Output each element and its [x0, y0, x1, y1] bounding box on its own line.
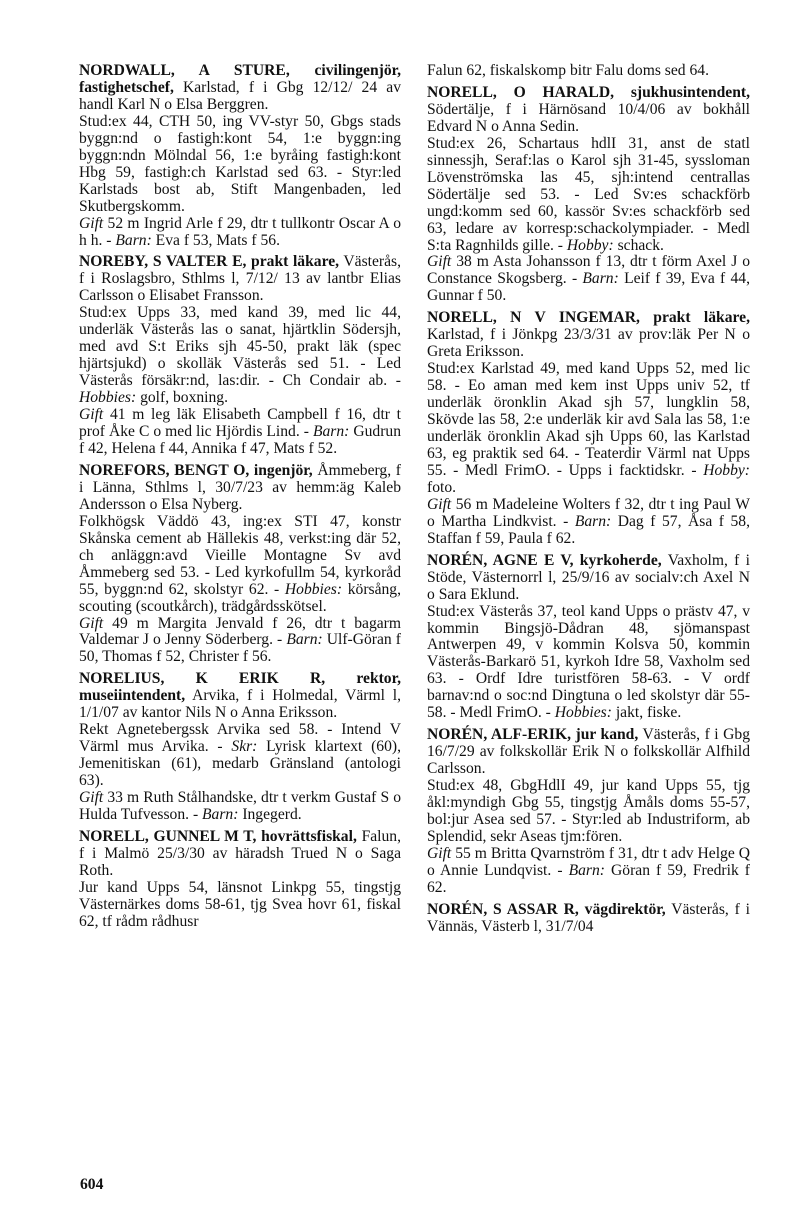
entry-heading-paragraph — [79, 671, 401, 722]
entry-label: Barn: — [115, 231, 152, 249]
biography-entry — [79, 671, 401, 824]
entry-text: 52 m Ingrid Arle f 29, dtr t tullkontr Oscar A o h h. - — [79, 214, 401, 249]
entry-text: Arvika, f i Holmedal, Värml l, 1/1/07 av kantor Nils N o Anna Eriksson. — [79, 687, 401, 722]
biography-entry — [427, 85, 750, 305]
biography-entry — [79, 254, 401, 457]
entry-paragraph — [79, 114, 401, 216]
entry-text: Västerås, f i Gbg 16/7/29 av folkskollär Erik N o folkskollär Alfhild Carlsson. — [427, 726, 751, 778]
entry-label: Gift — [79, 214, 104, 232]
entry-text: Stud:ex Upps 33, med kand 39, med lic 44, underläk Västerås las o sanat, hjärtklin Södersjh, med avd S:t Eriks sjh 45-50, prakt läk (spec hjärtsjukd) o skolläk Västerås sed 51. - Led Västerås försäkr:nd, las:dir. - Ch Condair ab. - — [79, 304, 401, 390]
entry-label: Hobbies: — [284, 580, 343, 598]
entry-label: Skr: — [231, 738, 258, 756]
entry-text: Åmmeberg, f i Länna, Sthlms l, 30/7/23 av hemm:äg Kaleb Andersson o Elsa Nyberg. — [79, 461, 401, 513]
entry-heading-paragraph — [427, 902, 750, 936]
entry-label: Gift — [79, 406, 104, 424]
entry-text: Västerås, f i Roslagsbro, Sthlms l, 7/12/ 13 av lantbr Elias Carlsson o Elisabet Fransson. — [79, 253, 401, 305]
entry-label: Gift — [79, 789, 104, 807]
biography-entry — [79, 463, 401, 666]
entry-paragraph — [427, 846, 750, 897]
entry-text: Jur kand Upps 54, länsnot Linkpg 55, tingstjg Västernärkes doms 58-61, tjg Svea hovr 61, fiskal 62, tf rådm rådhusr — [79, 878, 401, 930]
entry-text: Stud:ex 48, GbgHdlI 49, jur kand Upps 55, tjg åkl:myndigh Gbg 55, tingstjg Åmåls doms 55-57, bol:jur Asea sed 57. - Styr:led ab Industriform, ab Splendid, sekr Aseas tjm:fören. — [427, 777, 750, 845]
entry-paragraph — [79, 305, 401, 407]
entry-label: Barn: — [574, 512, 612, 530]
entry-label: Gift — [427, 495, 452, 513]
entry-paragraph — [79, 616, 401, 667]
entry-paragraph — [427, 497, 750, 548]
entry-label: Barn: — [568, 861, 605, 879]
entry-name: NORELIUS, K ERIK R, rektor, museiintendent, — [79, 670, 401, 705]
entry-paragraph — [79, 514, 401, 616]
entry-heading-paragraph — [79, 63, 401, 114]
entry-name: NORÉN, S ASSAR R, vägdirektör, — [427, 900, 666, 918]
entry-text: körsång, scouting (scoutkårch), trädgårdsskötsel. — [79, 580, 402, 615]
entry-heading-paragraph — [79, 829, 401, 880]
entry-heading-paragraph — [427, 63, 750, 80]
entry-paragraph — [427, 136, 750, 255]
entry-label: Hobby: — [566, 236, 614, 254]
entry-paragraph — [79, 722, 401, 790]
entry-text: Ingegerd. — [238, 805, 302, 823]
entry-paragraph — [427, 778, 750, 846]
entry-text: Stud:ex 44, CTH 50, ing VV-styr 50, Gbgs stads byggn:nd o fastigh:kont 54, 1:e byggn:ing byggn:ndn Mölndal 56, 1:e byråing fastigh:kont Hbg 59, fastigh:ch Karlstad sed 63. - Styr:led Karlstads bost ab, Stift Mangenbaden, led Skutbergskomm. — [79, 112, 401, 215]
biography-entry — [79, 829, 401, 931]
entry-text: Karlstad, f i Gbg 12/12/ 24 av handl Karl N o Elsa Berggren. — [79, 78, 401, 113]
entry-name: NORDWALL, A STURE, civilingenjör, fastighetschef, — [79, 62, 401, 96]
entry-heading-paragraph — [79, 254, 401, 305]
entry-name: NOREBY, S VALTER E, prakt läkare, — [79, 253, 340, 271]
entry-text: Falun 62, fiskalskomp bitr Falu doms sed 64. — [427, 62, 709, 79]
entry-text: Dag f 57, Åsa f 58, Staffan f 59, Paula f 62. — [427, 512, 750, 547]
entry-text: Lyrisk klartext (60), Jemenitiskan (61), medarb Gränsland (antologi 63). — [79, 738, 401, 790]
entry-heading-paragraph — [427, 727, 750, 778]
entry-text: Stud:ex Västerås 37, teol kand Upps o prästv 47, v kommin Bingsjö-Dådran 48, sjömanspast Antwerpen 49, v kommin Kolsva 50, kommin Västerås-Barkarö 51, kyrkoh Idre 58, Vaxholm sed 63. - Ordf Idre turistfören 58-63. - V ordf barnav:nd o soc:nd Dingtuna o led skolstyr där 55-58. - Medl FrimO. - — [427, 602, 750, 722]
entry-name: NORELL, N V INGEMAR, prakt läkare, — [427, 309, 750, 327]
biography-entry — [427, 310, 750, 547]
entry-paragraph — [79, 880, 401, 931]
right-column — [427, 63, 750, 941]
entry-paragraph — [79, 216, 401, 250]
biography-entry — [427, 553, 750, 723]
entry-text: Stud:ex Karlstad 49, med kand Upps 52, med lic 58. - Eo aman med kem inst Upps univ 52, tf underläk öronklin Akad sjh 57, lungklin 58, Skövde las 58, 2:e underläk kir avd Sala las 58, 1:e underläk öronklin Akad sjh Upps 60, las Karlstad 63, eg praktik sed 64. - Teaterdir Värml nat Upps 55. - Medl FrimO. - Upps i facktidskr. - — [427, 360, 750, 479]
entry-text: foto. — [427, 478, 457, 496]
entry-name: NORELL, O HARALD, sjukhusintendent, — [427, 83, 750, 101]
entry-label: Barn: — [582, 270, 619, 288]
entry-label: Gift — [427, 844, 452, 862]
entry-paragraph — [79, 790, 401, 824]
entry-label: Gift — [427, 253, 452, 271]
entry-heading-paragraph — [427, 85, 750, 136]
entry-text: schack. — [613, 236, 664, 254]
entry-text: Rekt Agnetebergssk Arvika sed 58. - Intend V Värml mus Arvika. - — [79, 721, 401, 756]
entry-heading-paragraph — [79, 463, 401, 514]
entry-label: Barn: — [202, 805, 239, 823]
entry-paragraph — [79, 407, 401, 458]
entry-text: 56 m Madeleine Wolters f 32, dtr t ing Paul W o Martha Lindkvist. - — [427, 495, 750, 530]
entry-text: Leif f 39, Eva f 44, Gunnar f 50. — [427, 270, 750, 305]
entry-text: golf, boxning. — [136, 389, 228, 407]
entry-text: Folkhögsk Väddö 43, ing:ex STI 47, konstr Skånska cement ab Hällekis 48, verkst:ing där 52, ch anläggn:avd Vieille Montagne Sv avd Åmmeberg sed 53. - Led kyrkofullm 54, kyrkoråd 55, byggn:nd 62, skolstyr 62. - — [79, 512, 401, 598]
entry-text: Stud:ex 26, Schartaus hdlI 31, anst de statl sinnessjh, Seraf:las o Karol sjh 31-45, syssloman Lövenströmska las 45, sjh:intend centrallas Södertälje sed 53. - Led Sv:es schackförb ungd:komm sed 60, kassör Sv:es schackförb sed 63, ledare av korresp:schackolympiader. - Medl S:ta Ragnhilds gille. - — [427, 134, 750, 254]
entry-text: 49 m Margita Jenvald f 26, dtr t bagarm Valdemar J o Jenny Söderberg. - — [79, 614, 401, 649]
entry-text: 38 m Asta Johansson f 13, dtr t förm Axel J o Constance Skogsberg. - — [427, 253, 750, 288]
entry-text: Västerås, f i Vännäs, Västerb l, 31/7/04 — [427, 900, 750, 935]
entry-text: 55 m Britta Qvarnström f 31, dtr t adv Helge Q o Annie Lundqvist. - — [427, 844, 750, 879]
entry-paragraph — [427, 361, 750, 497]
biography-entry — [427, 902, 750, 936]
page-number: 604 — [80, 1176, 104, 1193]
left-column — [79, 63, 401, 936]
entry-text: Ulf-Göran f 50, Thomas f 52, Christer f 56. — [79, 631, 401, 666]
entry-heading-paragraph — [427, 553, 750, 604]
entry-label: Hobby: — [703, 461, 750, 479]
entry-paragraph — [427, 254, 750, 305]
entry-label: Barn: — [312, 423, 350, 441]
entry-text: Karlstad, f i Jönkpg 23/3/31 av prov:läk Per N o Greta Eriksson. — [427, 326, 750, 361]
entry-name: NORÉN, ALF-ERIK, jur kand, — [427, 726, 639, 744]
entry-text: Vaxholm, f i Stöde, Västernorrl l, 25/9/16 av socialv:ch Axel N o Sara Eklund. — [427, 551, 750, 603]
entry-label: Gift — [79, 614, 104, 632]
entry-text: 41 m leg läk Elisabeth Campbell f 16, dtr t prof Åke C o med lic Hjördis Lind. - — [79, 406, 401, 441]
entry-name: NORELL, GUNNEL M T, hovrättsfiskal, — [79, 827, 357, 845]
entry-text: Falun, f i Malmö 25/3/30 av häradsh Trued N o Saga Roth. — [79, 827, 401, 879]
entry-text: 33 m Ruth Stålhandske, dtr t verkm Gustaf S o Hulda Tufvesson. - — [79, 789, 401, 823]
entry-heading-paragraph — [427, 310, 750, 361]
entry-text: Gudrun f 42, Helena f 44, Annika f 47, Mats f 52. — [79, 423, 401, 457]
entry-text: jakt, fiske. — [611, 704, 682, 722]
entry-name: NOREFORS, BENGT O, ingenjör, — [79, 461, 313, 479]
entry-name: NORÉN, AGNE E V, kyrkoherde, — [427, 551, 662, 569]
entry-text: Södertälje, f i Härnösand 10/4/06 av bokhåll Edvard N o Anna Sedin. — [427, 100, 750, 135]
entry-paragraph — [427, 604, 750, 723]
biography-entry — [427, 63, 750, 80]
entry-label: Hobbies: — [79, 389, 137, 407]
entry-text: Eva f 53, Mats f 56. — [151, 231, 280, 249]
entry-text: Göran f 59, Fredrik f 62. — [427, 861, 750, 896]
entry-label: Barn: — [286, 631, 323, 649]
entry-label: Hobbies: — [554, 704, 612, 722]
biography-entry — [79, 63, 401, 249]
biography-entry — [427, 727, 750, 897]
